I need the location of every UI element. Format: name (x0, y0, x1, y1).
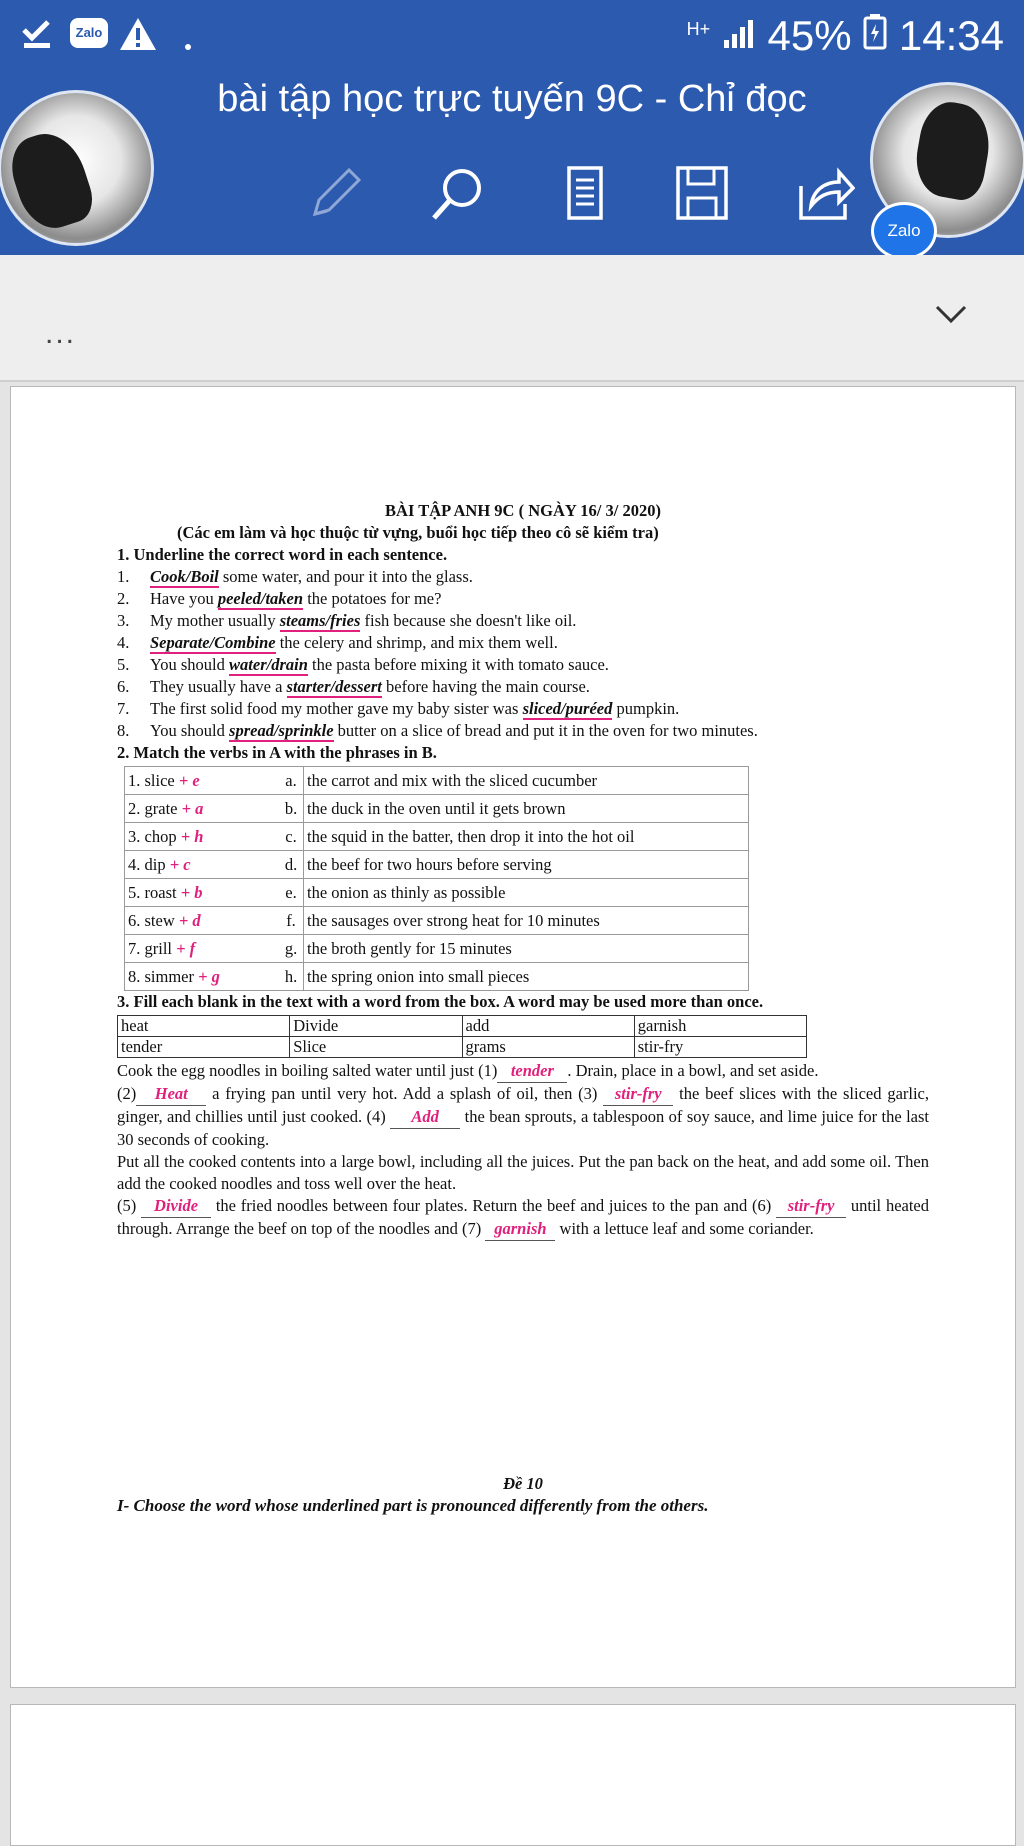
word-box (117, 1015, 807, 1058)
handwritten-answer: stir-fry (603, 1083, 673, 1106)
chevron-down-icon[interactable] (933, 303, 969, 332)
table-row: 5. roast + b e. the onion as thinly as possible (125, 879, 749, 907)
hand-image (910, 98, 995, 204)
battery-icon (863, 12, 899, 59)
table-row: 3. chop + h c. the squid in the batter, then drop it into the hot oil (125, 823, 749, 851)
section3-heading: 3. Fill each blank in the text with a word from the box. A word may be used more than once. (117, 992, 764, 1011)
paragraph: Put all the cooked contents into a large bowl, including all the juices. Put the pan back on the heat, and add some oil. Then add the cooked noodles and toss well over the heat. (117, 1152, 929, 1193)
handwritten-answer: + a (181, 798, 204, 818)
section2-heading: 2. Match the verbs in A with the phrases in B. (117, 743, 437, 762)
list-item: 1. Cook/Boil some water, and pour it into the glass. (117, 567, 473, 586)
handwritten-answer: + f (176, 938, 196, 958)
list-item: 8. You should spread/sprinkle butter on a slice of bread and put it in the oven for two minutes. (117, 721, 758, 740)
list-item: 4. Separate/Combine the celery and shrimp, and mix them well. (117, 633, 558, 652)
save-icon[interactable] (672, 164, 732, 224)
network-type: H+ (686, 19, 711, 39)
section1-list (117, 566, 929, 742)
paragraph: Cook the egg noodles in boiling salted water until just (1) tender . Drain, place in a bowl, and set aside. (117, 1060, 929, 1083)
table-row: 8. simmer + g h. the spring onion into small pieces (125, 963, 749, 991)
table-row: heat Divide add garnish (118, 1016, 807, 1037)
hand-image (3, 125, 99, 237)
status-bar (0, 0, 1024, 72)
handwritten-answer: + h (180, 826, 204, 846)
handwritten-answer: + d (178, 910, 201, 930)
warning-icon (118, 16, 158, 60)
handwritten-answer: Add (390, 1106, 460, 1129)
list-item: 3. My mother usually steams/fries fish because she doesn't like oil. (117, 611, 577, 630)
document-content (117, 500, 929, 1517)
table-row: tender Slice grams stir-fry (118, 1037, 807, 1058)
download-done-icon (20, 16, 54, 58)
handwritten-answer: Divide (141, 1195, 211, 1218)
list-item: 6. They usually have a starter/dessert before having the main course. (117, 677, 590, 696)
list-item: 7. The first solid food my mother gave my baby sister was sliced/puréed pumpkin. (117, 699, 680, 718)
table-row: 6. stew + d f. the sausages over strong heat for 10 minutes (125, 907, 749, 935)
signal-icon (722, 12, 768, 59)
doc-title: BÀI TẬP ANH 9C ( NGÀY 16/ 3/ 2020) (385, 501, 661, 520)
handwritten-answer: + g (198, 966, 220, 986)
table-row: 2. grate + a b. the duck in the oven until it gets brown (125, 795, 749, 823)
section1-heading: 1. Underline the correct word in each sentence. (117, 545, 448, 564)
search-icon[interactable] (428, 164, 488, 224)
list-item: 5. You should water/drain the pasta before mixing it with tomato sauce. (117, 655, 609, 674)
ribbon-bar (0, 255, 1024, 382)
handwritten-answer: Heat (136, 1083, 206, 1106)
table-row: 4. dip + c d. the beef for two hours before serving (125, 851, 749, 879)
handwritten-answer: tender (497, 1060, 567, 1083)
handwritten-answer: + e (178, 770, 200, 790)
avatar-left[interactable] (0, 90, 154, 246)
dot-icon (184, 22, 192, 59)
handwritten-answer: + b (180, 882, 203, 902)
zalo-notification-icon: Zalo (70, 18, 108, 48)
paragraph: (2) Heat a frying pan until very hot. Add a splash of oil, then (3) stir-fry the beef slices with the sliced garlic, ginger, and chillies until just cooked. (4) Add the bean sprouts, a tablespoon of soy sauce, and lime juice for the last 30 seconds of cooking. (117, 1084, 930, 1149)
list-item: 2. Have you peeled/taken the potatoes for me? (117, 589, 442, 608)
match-table (124, 766, 749, 991)
document-page-next (10, 1704, 1016, 1846)
status-right (687, 12, 1004, 60)
more-options-button[interactable]: ... (45, 317, 77, 350)
reading-view-icon[interactable] (555, 164, 615, 224)
share-icon[interactable] (795, 164, 855, 224)
zalo-chat-bubble[interactable]: Zalo (871, 202, 937, 260)
exam-title: Đề 10 (503, 1474, 543, 1493)
doc-subtitle: (Các em làm và học thuộc từ vựng, buổi học tiếp theo cô sẽ kiểm tra) (177, 523, 659, 542)
document-title: bài tập học trực tuyến 9C - Chỉ đọc (217, 78, 807, 120)
handwritten-answer: stir-fry (776, 1195, 846, 1218)
table-row: 7. grill + f g. the broth gently for 15 minutes (125, 935, 749, 963)
pencil-icon[interactable] (305, 164, 365, 224)
paragraph: (5) Divide the fried noodles between four plates. Return the beef and juices to the pan and (6) stir-fry until heated through. Arrange the beef on top of the noodles and (7) garnish with a lettuce leaf and some coriander. (117, 1195, 929, 1241)
clock: 14:34 (898, 12, 1004, 59)
handwritten-answer: garnish (485, 1218, 555, 1241)
battery-percent: 45% (767, 12, 852, 59)
exam-instruction: I- Choose the word whose underlined part is pronounced differently from the others. (117, 1496, 709, 1515)
table-row: 1. slice + e a. the carrot and mix with the sliced cucumber (125, 767, 749, 795)
handwritten-answer: + c (169, 854, 191, 874)
